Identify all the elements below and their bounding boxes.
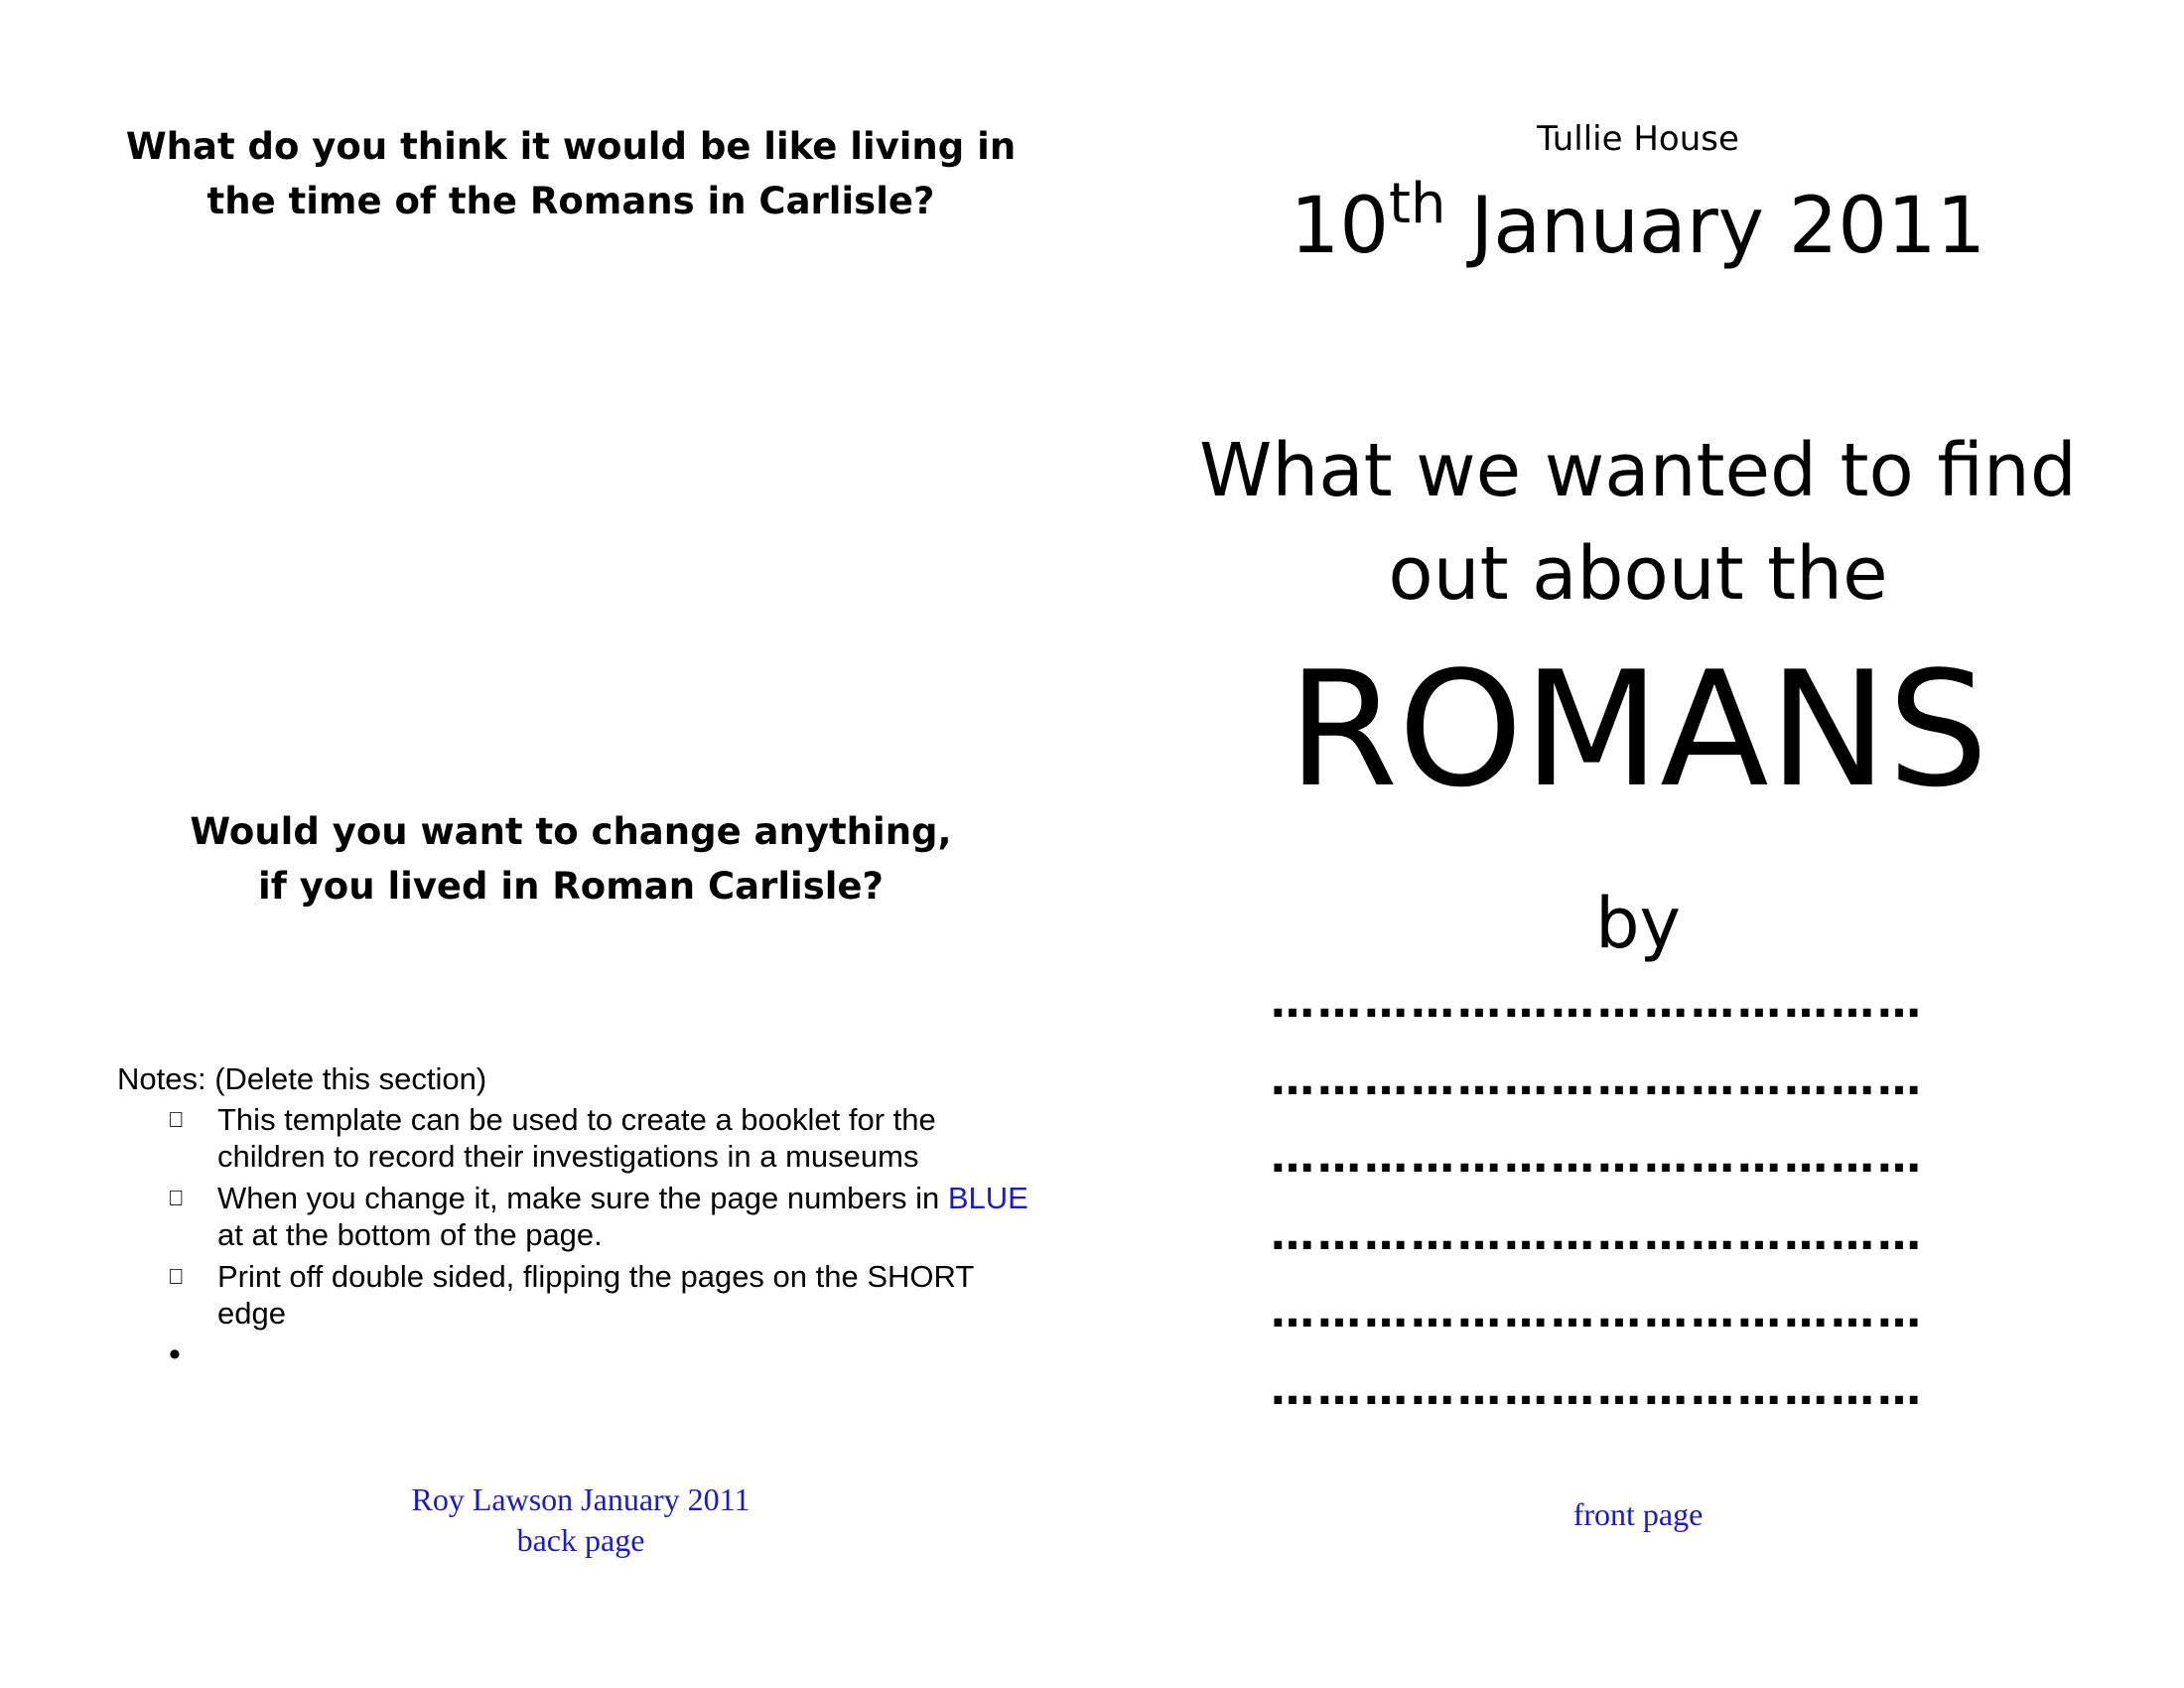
bullet-dot-icon: • <box>169 1336 181 1373</box>
name-line: …………………………………… <box>1271 1215 1924 1260</box>
question-change-anything <box>159 804 983 914</box>
name-line: …………………………………… <box>1271 1138 1924 1183</box>
note-item <box>117 1258 1030 1332</box>
bullet-symbol-icon <box>168 1258 185 1295</box>
bullet-symbol-icon <box>168 1180 185 1216</box>
front-page-label: front page <box>1572 1496 1704 1532</box>
date-suffix: th <box>1389 172 1446 236</box>
back-page-footer <box>298 1479 864 1561</box>
note-text <box>217 1337 226 1372</box>
author-line: Roy Lawson January 2011 <box>411 1481 751 1517</box>
name-lines <box>1271 983 2005 1448</box>
note-item <box>117 1101 1030 1175</box>
name-line: …………………………………… <box>1271 1370 1924 1415</box>
name-line: …………………………………… <box>1271 1293 1924 1337</box>
note-text: This template can be used to create a booklet for the children to record their investigations in a museums <box>217 1102 936 1174</box>
note-text-after: at at the bottom of the page. <box>217 1217 603 1252</box>
note-text-before: When you change it, make sure the page numbers in <box>217 1181 948 1215</box>
name-line: …………………………………… <box>1271 1060 1924 1105</box>
question-change-line-1: Would you want to change anything, <box>190 810 952 853</box>
by-label: by <box>1595 883 1681 964</box>
note-item-empty <box>117 1336 1030 1373</box>
museum-name: Tullie House <box>1537 119 1739 159</box>
date-day: 10 <box>1290 182 1389 271</box>
notes-section <box>117 1060 1030 1378</box>
booklet-heading <box>1191 419 2085 626</box>
notes-title: Notes: (Delete this section) <box>117 1061 487 1096</box>
heading-line-2: out about the <box>1388 531 1888 617</box>
back-page-label: back page <box>516 1522 645 1558</box>
visit-date <box>1241 167 2035 286</box>
date-month-year: January 2011 <box>1445 182 1986 271</box>
bullet-symbol-icon <box>168 1101 185 1138</box>
note-highlight-blue: BLUE <box>947 1181 1028 1215</box>
question-living-in-roman-times: What do you think it would be like living in the time of the Romans in Carlisle? <box>125 125 1017 222</box>
name-line: …………………………………… <box>1271 983 1924 1028</box>
booklet-title: ROMANS <box>1288 636 1988 822</box>
note-item <box>117 1180 1030 1253</box>
question-change-line-2: if you lived in Roman Carlisle? <box>258 865 884 908</box>
note-text: Print off double sided, flipping the pages on the SHORT edge <box>217 1259 974 1331</box>
heading-line-1: What we wanted to find <box>1199 428 2077 513</box>
